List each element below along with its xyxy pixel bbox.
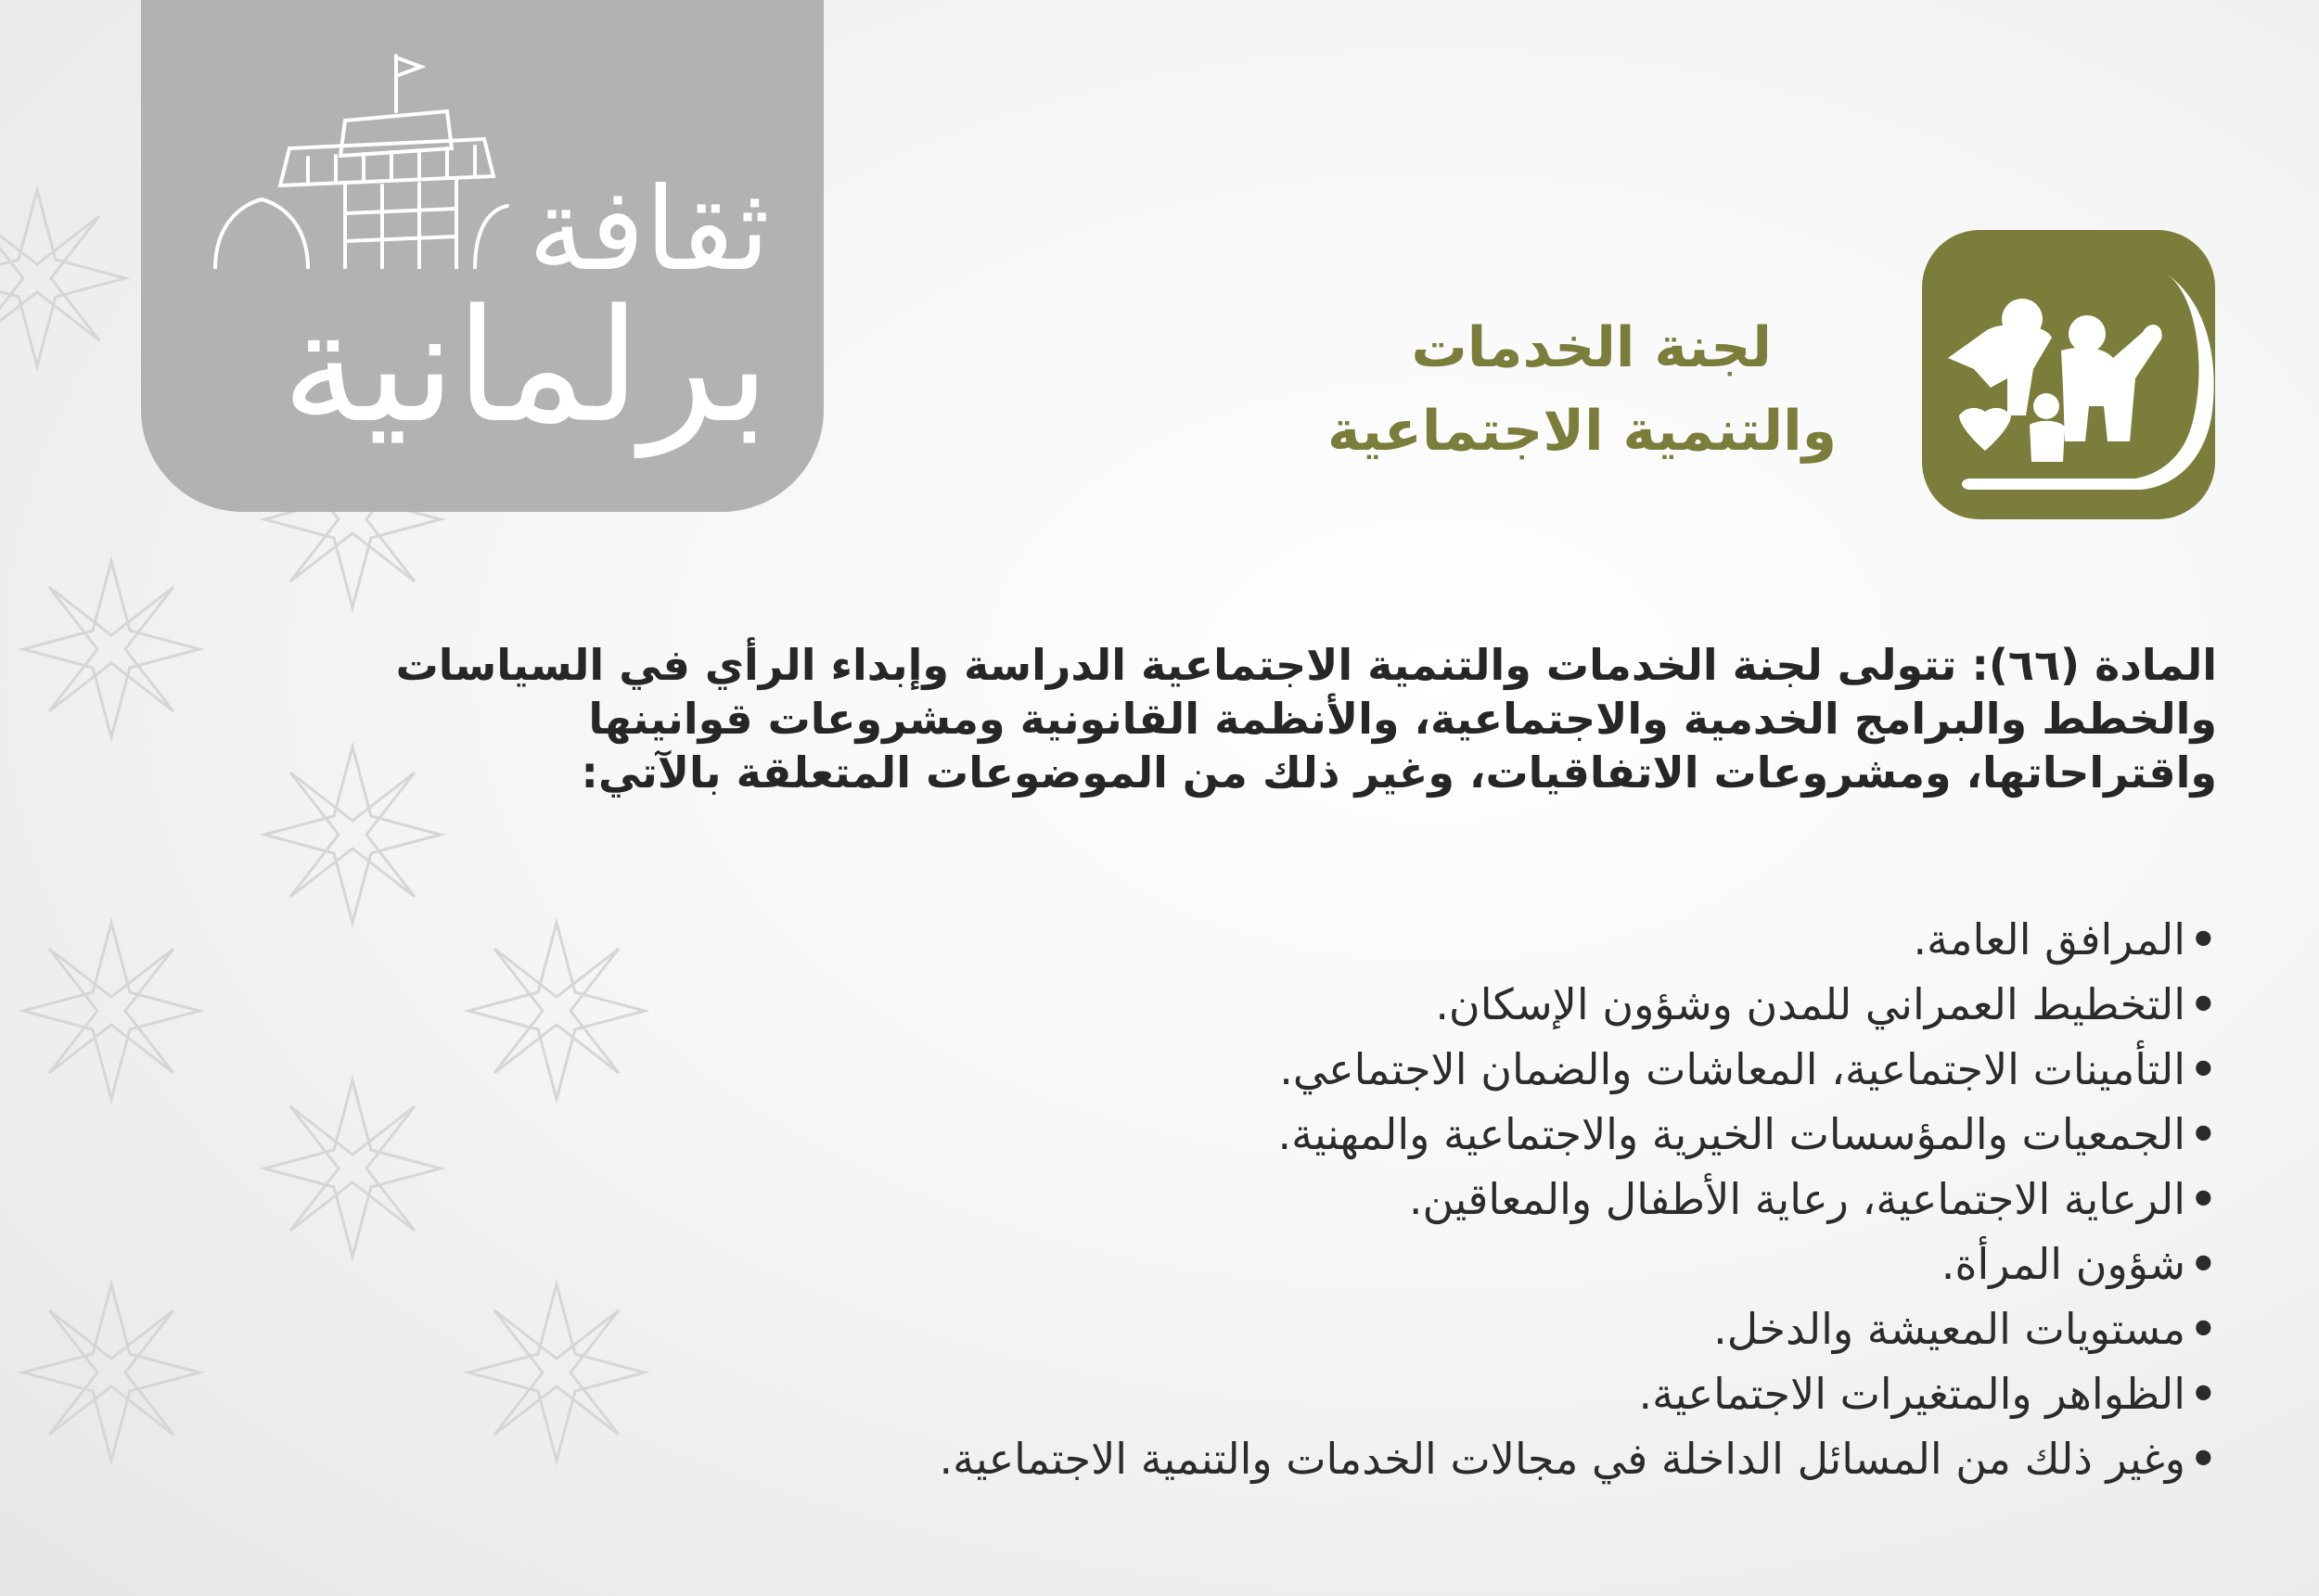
list-item-text: وغير ذلك من المسائل الداخلة في مجالات الخدمات والتنمية الاجتماعية.	[939, 1434, 2185, 1484]
committee-title	[1327, 306, 1837, 473]
list-item-text: التأمينات الاجتماعية، المعاشات والضمان الاجتماعي.	[1279, 1044, 2185, 1094]
bullet-icon: •	[2189, 914, 2217, 964]
article-line-3: واقتراحاتها، ومشروعات الاتفاقيات، وغير ذلك من الموضوعات المتعلقة بالآتي:	[581, 747, 2217, 798]
badge-title-line1: ثقافة	[528, 163, 770, 297]
fort-tower-icon	[206, 46, 521, 269]
bullet-icon: •	[2189, 1109, 2217, 1159]
committee-title-line2: والتنمية الاجتماعية	[1327, 399, 1837, 464]
list-item-text: مستويات المعيشة والدخل.	[1713, 1304, 2185, 1354]
bullet-icon: •	[2189, 1304, 2217, 1354]
list-item	[940, 1361, 2217, 1426]
list-item-text: التخطيط العمراني للمدن وشؤون الإسكان.	[1435, 979, 2185, 1029]
list-item-text: الظواهر والمتغيرات الاجتماعية.	[1638, 1369, 2185, 1419]
list-item	[940, 1167, 2217, 1232]
bullet-icon: •	[2189, 1174, 2217, 1224]
committee-title-line1: لجنة الخدمات	[1411, 315, 1772, 380]
list-item	[940, 907, 2217, 972]
list-item	[940, 1102, 2217, 1167]
list-item-text: المرافق العامة.	[1913, 914, 2185, 964]
parliamentary-culture-badge	[141, 0, 824, 512]
list-item	[940, 1037, 2217, 1102]
article-line-2: والخطط والبرامج الخدمية والاجتماعية، والأنظمة القانونية ومشروعات قوانينها	[588, 694, 2217, 744]
list-item-text: الجمعيات والمؤسسات الخيرية والاجتماعية والمهنية.	[1277, 1109, 2185, 1159]
committee-logo	[1922, 230, 2215, 519]
list-item-text: شؤون المرأة.	[1941, 1239, 2185, 1289]
bullet-icon: •	[2189, 1434, 2217, 1484]
list-item	[940, 1232, 2217, 1296]
bullet-icon: •	[2189, 1044, 2217, 1094]
list-item	[940, 1296, 2217, 1361]
bullet-icon: •	[2189, 1369, 2217, 1419]
list-item-text: الرعاية الاجتماعية، رعاية الأطفال والمعاقين.	[1408, 1174, 2185, 1224]
topics-list	[940, 907, 2217, 1491]
bullet-icon: •	[2189, 979, 2217, 1029]
list-item	[940, 1426, 2217, 1491]
list-item	[940, 972, 2217, 1037]
badge-title-line2: برلمانية	[281, 275, 770, 457]
family-people-icon	[1922, 230, 2215, 519]
article-line-1: المادة (٦٦): تتولى لجنة الخدمات والتنمية الاجتماعية الدراسة وإبداء الرأي في السياسات	[395, 640, 2217, 690]
article-66-paragraph	[176, 638, 2217, 799]
bullet-icon: •	[2189, 1239, 2217, 1289]
